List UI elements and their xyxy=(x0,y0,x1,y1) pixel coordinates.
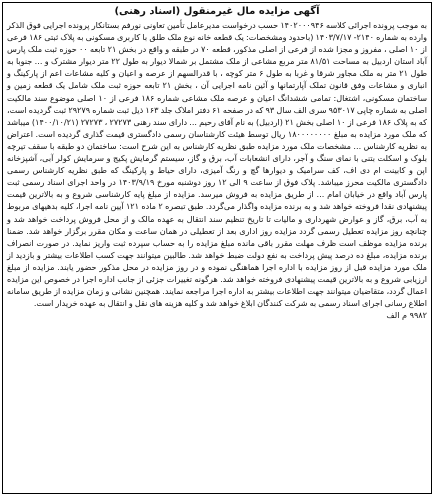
notice-footer: ۹۹۸۲ م الف xyxy=(386,310,427,321)
auction-notice xyxy=(2,2,432,494)
notice-title: آگهی مزایده مال غیرمنقول (اسناد رهنی) xyxy=(114,6,320,17)
notice-body: به موجب پرونده اجرائی کلاسه ۱۴۰۲۰۰۰۹۴۶ حسب درخواست مدیرعامل تأمین تعاونی نورفم بستانکار پرونده اجرایی فوق الذکر وارده به شماره ۲۱۴۰- ۱۴۰۳/۷/۱۷ (باحدود ومشخصات: یک قطعه خانه نوع ملک طلق با کاربری مسکونی به پلاک ثبتی ۱۸۶ فرعی از ۱۰ اصلی ، مفروز و مجزا شده از فرعی از اصلی مذکور، قطعه ۷۰ در طبقه و واقع در بخش ۲۱ تابعه ۰۰ حوزه ثبت ملک پارس آباد استان اردبیل به مساحت ۸۱/۵۱ متر مربع مشاعی از ملک مشتمل بر شمالا دیوار به طول ۲۲ متر دیوار مشترک و ... جنوبا به طول ۲۱ متر به ملک مجاور شرقا و غربا به طول ۶ متر کوچه ، با قدرالسهم از عرصه و اعیان و کلیه مشاعات اعم از پارکینگ و انباری و مشاعات وفق قانون تملک آپارتمانها و آئین نامه اجرایی آن ، بخش ۲۱ تابعه حوزه ثبت ملک شامل یک قطعه زمین و ساختمان مسکونی، اشتغال: تمامی ششدانگ اعیان و عرصه ملک مشاعی شماره ۱۸۶ فرعی از ۱۰ اصلی موضوع سند مالکیت اصلی به شماره چاپی ۹۵۳۰۱۷ سری الف سال ۹۳ که در صفحه ۶۱ دفتر املاک جلد ۱۶۳ ذیل ثبت شماره ۲۹۲۷۹ ثبت گردیده است، که به پلاک ۱۸۶ فرعی از ۱۰ اصلی بخش ۲۱ (اردبیل) به نام آقای رحیم ... دارای سند رهنی ۲۷۲۷۳ ، ۲۷۲۷۳ (۱۴۰۰/۱۰/۲۱) میباشد که ملک مورد مزایده به مبلغ ۱۸۰۰۰۰۰۰۰۰ ریال توسط هیئت کارشناسان رسمی دادگستری قیمت گذاری گردیده است. اعتراض به نظریه کارشناس ... مشخصات ملک مورد مزایده طبق نظریه کارشناس به این شرح است: ساختمان دو طبقه با سقف تیرچه بلوک و اسکلت بتنی با نمای سنگ و آجر، دارای انشعابات آب، برق و گاز، سیستم گرمایش پکیج و سرمایش کولر آبی، آشپزخانه اپن و کابینت ام دی اف، کف سرامیک و دیوارها گچ و رنگ آمیزی، دارای حیاط و پارکینگ که طبق نظریه کارشناس رسمی دادگستری مالکیت محرز میباشد. پلاک فوق از ساعت ۹ الی ۱۲ روز دوشنبه مورخ ۱۴۰۳/۹/۱۹ در واحد اجرای اسناد رسمی ثبت پارس آباد واقع در خیابان امام ... از طریق مزایده به فروش میرسد. مزایده از مبلغ پایه کارشناسی شروع و به بالاترین قیمت پیشنهادی نقدا فروخته خواهد شد و به برنده مزایده واگذار می‌گردد. طبق تبصره ۲ ماده ۱۲۱ آیین نامه اجرا، کلیه بدهیهای مربوط به آب، برق، گاز و عوارض شهرداری و مالیات تا تاریخ تنظیم سند انتقال به عهده مالک و از محل فروش پرداخت خواهد شد و چنانچه روز مزایده تعطیل رسمی گردد مزایده روز اداری بعد از تعطیلی در همان ساعت و مکان مقرر برگزار خواهد شد. ضمنا برنده مزایده موظف است ظرف مهلت مقرر باقی مانده مبلغ مزایده را به حساب سپرده ثبت واریز نماید. در صورت انصراف برنده مزایده، مبلغ ده درصد پیش پرداخت به نفع دولت ضبط خواهد شد. طالبین میتوانند جهت کسب اطلاعات بیشتر و بازدید از ملک مورد مزایده قبل از روز مزایده با اداره اجرا هماهنگی نموده و در روز مزایده در محل مذکور حضور یابند. مزایده از مبلغ ارزیابی شروع و به بالاترین قیمت پیشنهادی فروخته خواهد شد. هرگونه تغییرات جزئی از جانب اداره اجرا در خصوص این مزایده اعمال گردد، متقاضیان میتوانند جهت اطلاعات بیشتر به اداره اجرا مراجعه نمایند. همچنین نشانی و زمان مزایده از طریق سامانه اطلاع رسانی اجرای اسناد رسمی به شرکت کنندگان ابلاغ خواهد شد و کلیه هزینه های نقل و انتقال به عهده خریدار است. xyxy=(7,20,428,309)
